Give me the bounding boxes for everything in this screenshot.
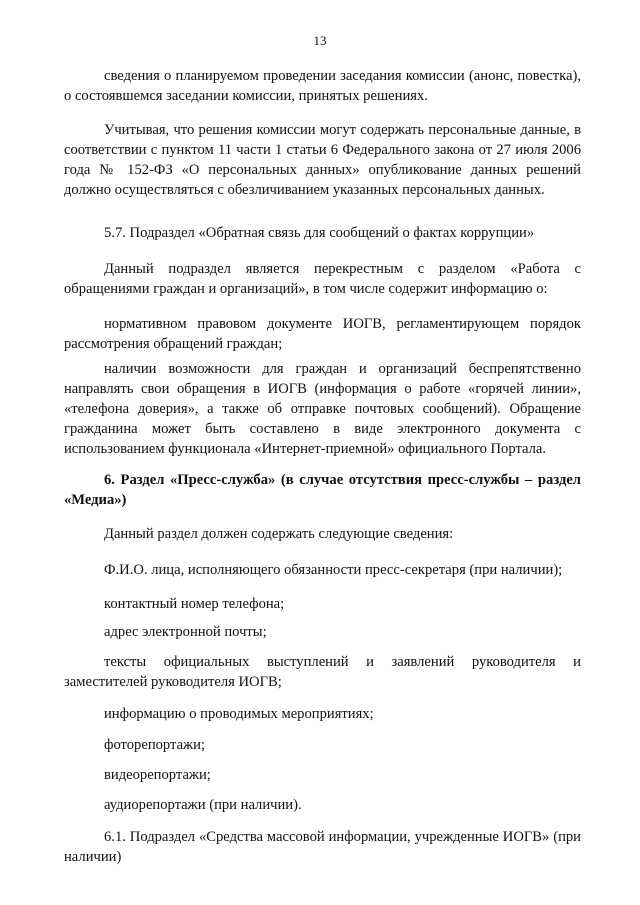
list-item-events: информацию о проводимых мероприятиях; bbox=[104, 706, 374, 722]
list-item-photo-reports: фоторепортажи; bbox=[104, 737, 206, 753]
page-number: 13 bbox=[313, 33, 327, 48]
paragraph-cross-reference: Данный подраздел является перекрестным с разделом «Работа с обращениями граждан и организаций», в том числе содержит информацию о: bbox=[64, 261, 581, 297]
list-item-speeches: тексты официальных выступлений и заявлений руководителя и заместителей руководителя ИОГВ; bbox=[64, 654, 581, 690]
paragraph-personal-data: Учитывая, что решения комиссии могут содержать персональные данные, в соответствии с пунктом 11 части 1 статьи 6 Федерального закона от 27 июля 2006 года № 152-ФЗ «О персональных данных» опубликование данных решений должно осуществляться с обезличиванием указанных персональных данных. bbox=[64, 122, 581, 198]
paragraph-normative-document: нормативном правовом документе ИОГВ, регламентирующем порядок рассмотрения обращений граждан; bbox=[64, 316, 581, 352]
subsection-6-1-heading: 6.1. Подраздел «Средства массовой информации, учрежденные ИОГВ» (при наличии) bbox=[64, 829, 581, 865]
list-item-press-secretary: Ф.И.О. лица, исполняющего обязанности пресс-секретаря (при наличии); bbox=[104, 562, 563, 578]
paragraph-commission-info: сведения о планируемом проведении заседания комиссии (анонс, повестка), о состоявшемся заседании комиссии, принятых решениях. bbox=[64, 68, 581, 104]
list-item-audio-reports: аудиорепортажи (при наличии). bbox=[104, 797, 302, 813]
subsection-5-7-heading: 5.7. Подраздел «Обратная связь для сообщений о фактах коррупции» bbox=[104, 225, 535, 241]
list-item-email: адрес электронной почты; bbox=[104, 624, 267, 640]
section-6-heading: 6. Раздел «Пресс-служба» (в случае отсутствия пресс-службы – раздел «Медиа») bbox=[64, 472, 581, 508]
list-item-phone: контактный номер телефона; bbox=[104, 596, 285, 612]
paragraph-section-intro: Данный раздел должен содержать следующие сведения: bbox=[104, 526, 454, 542]
paragraph-appeal-possibility: наличии возможности для граждан и организаций беспрепятственно направлять свои обращения в ИОГВ (информация о работе «горячей линии», «телефона доверия», а также об отправке почтовых сообщений). Обращение гражданина может быть составлено в виде электронного документа с использованием функционала «Интернет-приемной» официального Портала. bbox=[64, 361, 581, 457]
list-item-video-reports: видеорепортажи; bbox=[104, 767, 211, 783]
